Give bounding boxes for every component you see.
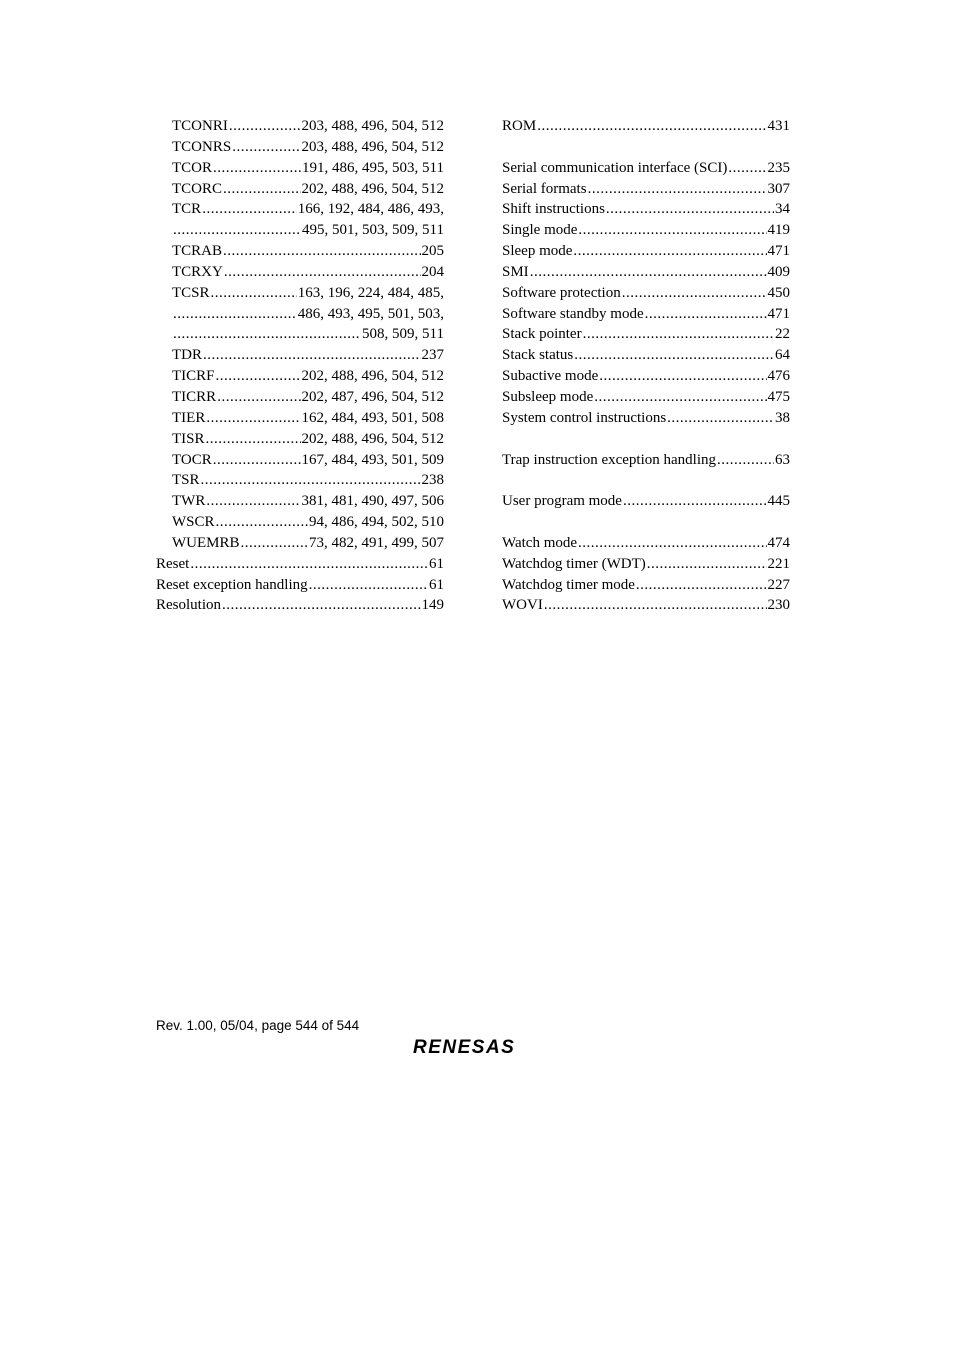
index-pages: 221: [767, 555, 790, 572]
index-term: TWR: [172, 493, 206, 510]
index-term: Single mode: [502, 222, 578, 239]
index-pages: 63: [775, 451, 790, 468]
index-entry: [502, 324, 790, 345]
index-term: TCOR: [172, 159, 213, 176]
dot-leader: [223, 241, 420, 262]
index-pages: 202, 488, 496, 504, 512: [301, 368, 444, 385]
dot-leader: [309, 575, 428, 596]
index-pages: 230: [767, 597, 790, 614]
dot-leader: [173, 304, 297, 325]
index-term: TICRF: [172, 368, 215, 385]
index-pages: 61: [429, 576, 444, 593]
dot-leader: [217, 387, 300, 408]
index-entry: [502, 116, 790, 137]
index-entry: [502, 575, 790, 596]
index-pages: 431: [767, 118, 790, 134]
index-term: User program mode: [502, 493, 622, 510]
dot-leader: [544, 595, 767, 616]
index-entry: [502, 450, 790, 471]
index-spacer: [502, 429, 790, 450]
dot-leader: [594, 387, 766, 408]
index-entry: [156, 262, 444, 283]
index-pages: 73, 482, 491, 499, 507: [309, 534, 444, 551]
dot-leader: [173, 220, 301, 241]
index-pages: 34: [775, 201, 790, 218]
dot-leader: [623, 491, 767, 512]
index-term: Sleep mode: [502, 243, 573, 260]
index-pages: 202, 488, 496, 504, 512: [301, 430, 444, 447]
index-pages: 409: [767, 263, 790, 280]
index-term: Subsleep mode: [502, 388, 594, 405]
index-term: WSCR: [172, 514, 215, 531]
index-pages: 238: [421, 472, 444, 489]
index-entry: [156, 137, 444, 158]
index-pages: 94, 486, 494, 502, 510: [309, 514, 444, 531]
index-entry: [156, 470, 444, 491]
dot-leader: [573, 241, 766, 262]
index-term: Shift instructions: [502, 201, 605, 218]
dot-leader: [537, 116, 766, 137]
dot-leader: [574, 345, 774, 366]
dot-leader: [216, 366, 301, 387]
index-entry: [156, 283, 444, 304]
index-pages: 471: [767, 243, 790, 260]
dot-leader: [216, 512, 308, 533]
index-term: Subactive mode: [502, 368, 599, 385]
index-term: TDR: [172, 347, 202, 364]
index-term: TSR: [172, 472, 200, 489]
index-spacer: [502, 470, 790, 491]
index-pages: 64: [775, 347, 790, 364]
index-entry: [156, 366, 444, 387]
index-term: TCONRS: [172, 138, 232, 155]
index-pages: 450: [767, 284, 790, 301]
dot-leader: [578, 220, 766, 241]
dot-leader: [636, 575, 767, 596]
index-pages: 203, 488, 496, 504, 512: [301, 138, 444, 155]
dot-leader: [241, 533, 309, 554]
index-pages: 475: [767, 388, 790, 405]
index-entry: [502, 595, 790, 616]
index-entry: [502, 491, 790, 512]
index-spacer: [502, 512, 790, 533]
index-term: TOCR: [172, 451, 212, 468]
dot-leader: [578, 533, 766, 554]
index-entry: [502, 387, 790, 408]
dot-leader: [232, 137, 300, 158]
index-term: Watchdog timer mode: [502, 576, 635, 593]
index-pages: 508, 509, 511: [362, 326, 444, 343]
index-term: Stack pointer: [502, 326, 582, 343]
index-entry: [156, 158, 444, 179]
index-entry: [156, 345, 444, 366]
index-term: Trap instruction exception handling: [502, 451, 716, 468]
index-term: WUEMRB: [172, 534, 240, 551]
index-entry: [156, 324, 444, 345]
dot-leader: [728, 158, 766, 179]
index-entry: [156, 512, 444, 533]
dot-leader: [202, 199, 297, 220]
index-spacer: [502, 137, 790, 158]
index-entry: [502, 304, 790, 325]
index-term: TCRXY: [172, 263, 223, 280]
index-term: Serial formats: [502, 180, 587, 197]
index-term: Stack status: [502, 347, 574, 364]
index-pages: 235: [767, 159, 790, 176]
dot-leader: [530, 262, 767, 283]
dot-leader: [201, 470, 421, 491]
index-entry: [502, 533, 790, 554]
index-entry: [502, 408, 790, 429]
index-term: Reset: [156, 555, 190, 572]
index-entry: [156, 595, 444, 616]
index-pages: 381, 481, 490, 497, 506: [301, 493, 444, 510]
index-entry: [502, 179, 790, 200]
index-term: WOVI: [502, 597, 543, 614]
index-term: TISR: [172, 430, 205, 447]
index-column-left: [156, 116, 444, 616]
dot-leader: [224, 262, 421, 283]
index-term: Serial communication interface (SCI): [502, 159, 728, 176]
index-term: TCORC: [172, 180, 223, 197]
index-entry: [156, 199, 444, 220]
index-entry: [156, 450, 444, 471]
index-pages: 237: [421, 347, 444, 364]
index-term: TCR: [172, 201, 202, 218]
index-pages: 204: [421, 263, 444, 280]
dot-leader: [717, 450, 774, 471]
index-term: Software protection: [502, 284, 621, 301]
index-term: Reset exception handling: [156, 576, 308, 593]
dot-leader: [599, 366, 766, 387]
index-term: Watch mode: [502, 534, 578, 551]
dot-leader: [206, 491, 300, 512]
dot-leader: [667, 408, 774, 429]
dot-leader: [606, 199, 774, 220]
index-term: TIER: [172, 409, 206, 426]
index-entry: [502, 283, 790, 304]
index-pages: 486, 493, 495, 501, 503,: [297, 305, 444, 322]
index-entry: [156, 575, 444, 596]
index-pages: 205: [421, 243, 444, 260]
dot-leader: [213, 158, 301, 179]
dot-leader: [206, 429, 301, 450]
index-pages: 227: [767, 576, 790, 593]
renesas-logo: [413, 1034, 535, 1058]
index-pages: 166, 192, 484, 486, 493,: [297, 201, 444, 218]
dot-leader: [588, 179, 767, 200]
dot-leader: [647, 554, 767, 575]
index-pages: 202, 488, 496, 504, 512: [301, 180, 444, 197]
index-term: Resolution: [156, 597, 222, 614]
index-entry: [502, 554, 790, 575]
index-entry: [502, 220, 790, 241]
dot-leader: [173, 324, 361, 345]
index-pages: 495, 501, 503, 509, 511: [302, 222, 444, 239]
index-pages: 163, 196, 224, 484, 485,: [297, 284, 444, 301]
index-entry: [156, 220, 444, 241]
index-entry: [156, 304, 444, 325]
index-pages: 22: [775, 326, 790, 343]
index-pages: 61: [429, 555, 444, 572]
dot-leader: [222, 595, 420, 616]
index-term: TICRR: [172, 388, 217, 405]
svg-text:RENESAS: RENESAS: [413, 1037, 516, 1058]
index-entry: [502, 262, 790, 283]
index-term: ROM: [502, 118, 537, 134]
index-pages: 307: [767, 180, 790, 197]
index-entry: [502, 366, 790, 387]
dot-leader: [206, 408, 300, 429]
dot-leader: [213, 450, 301, 471]
index-pages: 419: [767, 222, 790, 239]
dot-leader: [645, 304, 767, 325]
index-pages: 149: [421, 597, 444, 614]
index-entry: [156, 408, 444, 429]
index-entry: [502, 199, 790, 220]
dot-leader: [622, 283, 767, 304]
dot-leader: [203, 345, 421, 366]
index-entry: [156, 533, 444, 554]
index-entry: [156, 387, 444, 408]
index-pages: 474: [767, 534, 790, 551]
index-pages: 202, 487, 496, 504, 512: [301, 388, 444, 405]
index-entry: [502, 158, 790, 179]
index-pages: 191, 486, 495, 503, 511: [302, 159, 444, 176]
dot-leader: [211, 283, 297, 304]
dot-leader: [190, 554, 428, 575]
dot-leader: [229, 116, 301, 137]
index-term: SMI: [502, 263, 529, 280]
index-entry: [502, 345, 790, 366]
index-pages: 167, 484, 493, 501, 509: [301, 451, 444, 468]
index-term: TCONRI: [172, 118, 228, 134]
index-entry: [156, 116, 444, 137]
dot-leader: [223, 179, 300, 200]
index-entry: [156, 179, 444, 200]
dot-leader: [583, 324, 774, 345]
index-term: Watchdog timer (WDT): [502, 555, 646, 572]
index-pages: 162, 484, 493, 501, 508: [301, 409, 444, 426]
index-pages: 203, 488, 496, 504, 512: [301, 118, 444, 134]
index-pages: 38: [775, 409, 790, 426]
index-entry: [156, 429, 444, 450]
index-entry: [156, 241, 444, 262]
index-pages: 476: [767, 368, 790, 385]
index-entry: [156, 554, 444, 575]
index-term: Software standby mode: [502, 305, 644, 322]
index-pages: 445: [767, 493, 790, 510]
index-term: TCRAB: [172, 243, 223, 260]
page-footer: Rev. 1.00, 05/04, page 544 of 544: [156, 1018, 360, 1033]
index-term: System control instructions: [502, 409, 667, 426]
index-entry: [502, 241, 790, 262]
index-term: TCSR: [172, 284, 210, 301]
index-entry: [156, 491, 444, 512]
index-column-right: [502, 116, 790, 616]
index-pages: 471: [767, 305, 790, 322]
